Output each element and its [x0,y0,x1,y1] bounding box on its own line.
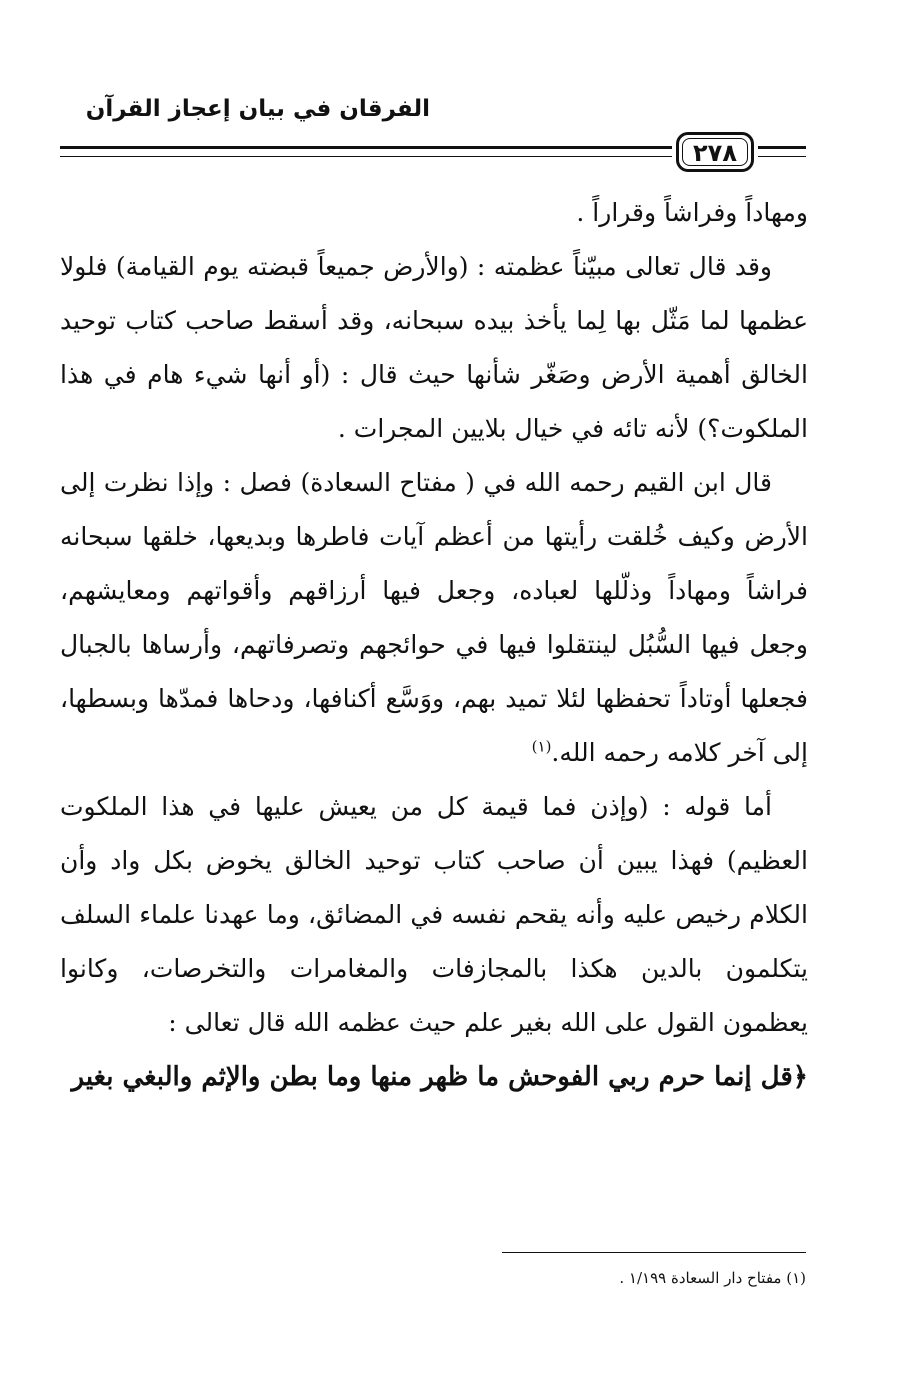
paragraph-ibn-al-qayyim [60,456,808,780]
footnote-reference: (١) [531,737,552,756]
header-rule-thin [60,156,672,157]
footnote-separator [502,1252,806,1253]
running-header-title: الفرقان في بيان إعجاز القرآن [85,96,430,122]
quran-verse: ﴿قل إنما حرم ربي الفوحش ما ظهر منها وما بطن والإثم والبغي بغير [71,1062,808,1092]
header-rule-right-thin [758,156,806,157]
paragraph-continuation: ومهاداً وفراشاً وقراراً . [576,198,808,227]
paragraph: أما قوله : (وإذن فما قيمة كل من يعيش عليها في هذا الملكوت العظيم) فهذا يبين أن صاحب كتاب توحيد الخالق يخوض بكل واد وأن الكلام رخيص عليه وأنه يقحم نفسه في المضائق، وما عهدنا علماء السلف يتكلمون بالدين هكذا بالمجازفات والمغامرات والتخرصات، وكانوا يعظمون القول على الله بغير علم حيث عظمه الله قال تعالى : [60,792,808,1037]
header-rule-thick [60,146,672,149]
body-text [60,186,808,1104]
header-rule-right-thick [758,146,806,149]
paragraph-text: قال ابن القيم رحمه الله في ( مفتاح السعادة) فصل : وإذا نظرت إلى الأرض وكيف خُلقت رأيتها من أعظم آيات فاطرها وبديعها، خلقها سبحانه فراشاً ومهاداً وذلّلها لعباده، وجعل فيها أرزاقهم وأقواتهم ومعايشهم، وجعل فيها السُّبُل لينتقلوا فيها في حوائجهم وتصرفاتهم، وأرساها بالجبال فجعلها أوتاداً تحفظها لئلا تميد بهم، ووَسَّع أكنافها، ودحاها فمدّها وبسطها، إلى آخر كلامه رحمه الله. [60,468,808,767]
page-number-frame [676,132,754,172]
footnote: (١) مفتاح دار السعادة ١/١٩٩ . [619,1269,806,1287]
page-number: ٢٧٨ [693,139,737,167]
paragraph: وقد قال تعالى مبيّناً عظمته : (والأرض جميعاً قبضته يوم القيامة) فلولا عظمها لما مَثّل بها لِما يأخذ بيده سبحانه، وقد أسقط صاحب كتاب توحيد الخالق أهمية الأرض وصَغّر شأنها حيث قال : (أو أنها شيء هام في هذا الملكوت؟) لأنه تائه في خيال بلايين المجرات . [60,252,808,443]
